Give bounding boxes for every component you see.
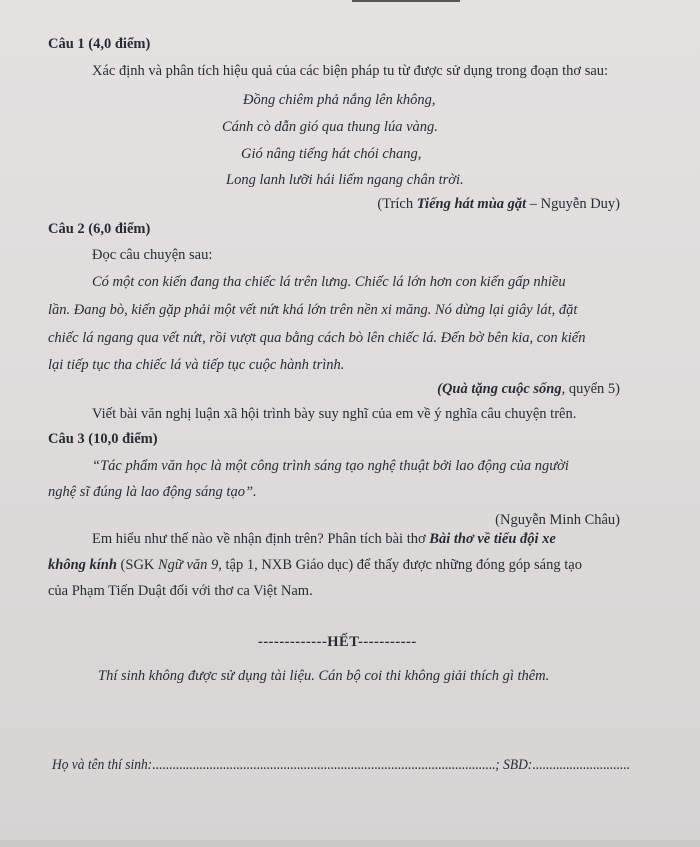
bottom-edge — [0, 840, 700, 847]
q1-source-pre: (Trích — [377, 196, 417, 212]
q2-story-line-4: lại tiếp tục tha chiếc lá và tiếp tục cuộc hành trình. — [48, 357, 345, 373]
end-marker: -------------HẾT----------- — [258, 634, 417, 650]
top-rule — [352, 0, 460, 2]
q1-poem-line-3: Gió nâng tiếng hát chói chang, — [241, 146, 422, 162]
q3-quote-line-1: “Tác phẩm văn học là một công trình sáng tạo nghệ thuật bởi lao động của người — [92, 458, 569, 474]
q2-source — [437, 381, 620, 398]
q3-task-line-2 — [48, 557, 582, 574]
q3-task-line-3: của Phạm Tiến Duật đối với thơ ca Việt Nam. — [48, 583, 313, 599]
q3-heading: Câu 3 (10,0 điểm) — [48, 431, 158, 447]
q3-task-mid2: , tập 1, NXB Giáo dục) để thấy được những đóng góp sáng tạo — [218, 557, 582, 573]
q2-story-line-3: chiếc lá ngang qua vết nứt, rồi vượt qua bằng cách bò lên chiếc lá. Đến bờ bên kia, con kiến — [48, 330, 586, 346]
exam-note: Thí sinh không được sử dụng tài liệu. Cán bộ coi thi không giải thích gì thêm. — [98, 668, 550, 684]
q2-source-post: , quyển 5) — [561, 381, 620, 397]
sbd-dots: ............................. — [532, 757, 630, 773]
q3-task-pre: Em hiểu như thế nào về nhận định trên? Phân tích bài thơ — [92, 531, 430, 547]
q2-source-title: (Quà tặng cuộc sống — [437, 381, 562, 397]
q3-author: (Nguyễn Minh Châu) — [495, 512, 620, 528]
q1-source — [377, 196, 620, 213]
q2-story-line-2: lần. Đang bò, kiến gặp phải một vết nứt khá lớn trên nền xi măng. Nó dừng lại giây lát, đặt — [48, 302, 578, 318]
q1-source-title: Tiếng hát mùa gặt — [416, 196, 527, 212]
q3-book-title: Ngữ văn 9 — [158, 557, 219, 573]
q3-poem-title-cont: không kính — [48, 557, 117, 573]
q3-quote-line-2: nghệ sĩ đúng là lao động sáng tạo”. — [48, 484, 257, 500]
q3-task-line-1 — [92, 531, 556, 548]
q2-story-line-1: Có một con kiến đang tha chiếc lá trên lưng. Chiếc lá lớn hơn con kiến gấp nhiều — [92, 274, 566, 290]
q3-poem-title: Bài thơ về tiểu đội xe — [429, 531, 556, 547]
sbd-label: ; SBD: — [495, 757, 533, 773]
q2-prompt: Đọc câu chuyện sau: — [92, 247, 213, 263]
candidate-info-line — [52, 757, 630, 774]
candidate-name-label: Họ và tên thí sinh: — [52, 757, 153, 773]
q1-source-post: – Nguyễn Duy) — [526, 196, 620, 212]
q2-task: Viết bài văn nghị luận xã hội trình bày suy nghĩ của em về ý nghĩa câu chuyện trên. — [92, 406, 577, 422]
q2-heading: Câu 2 (6,0 điểm) — [48, 221, 151, 237]
candidate-name-dots: ...................................................................................................... — [152, 757, 496, 773]
q1-heading: Câu 1 (4,0 điểm) — [48, 36, 151, 52]
q1-poem-line-4: Long lanh lưỡi hái liếm ngang chân trời. — [226, 172, 464, 188]
q1-poem-line-1: Đồng chiêm phả nắng lên không, — [243, 92, 436, 108]
q1-prompt: Xác định và phân tích hiệu quả của các biện pháp tu từ được sử dụng trong đoạn thơ sau: — [92, 63, 609, 79]
q3-task-mid1: (SGK — [116, 557, 159, 573]
q1-poem-line-2: Cánh cò dẫn gió qua thung lúa vàng. — [222, 119, 438, 135]
